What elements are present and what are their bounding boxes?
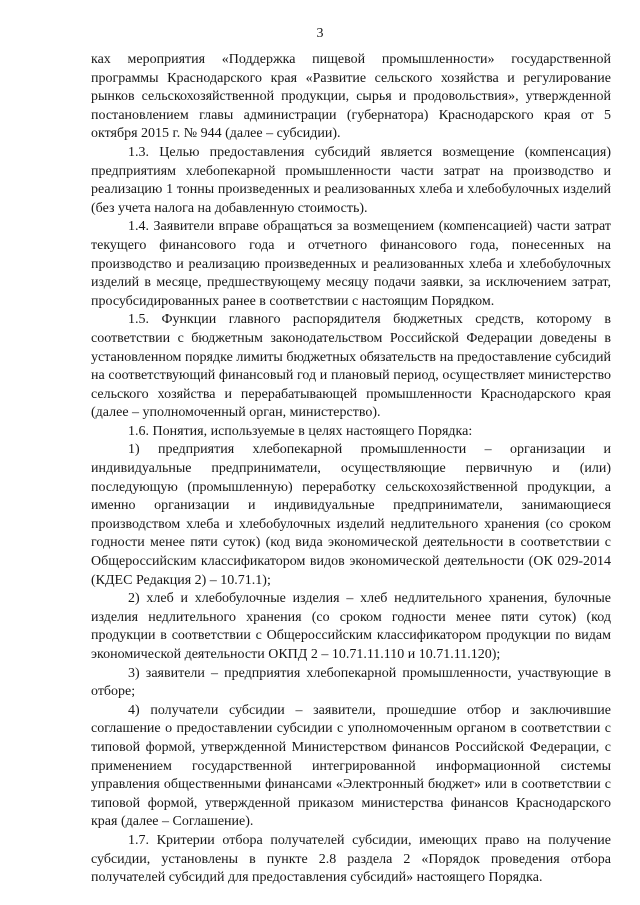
definition-item-4: 4) получатели субсидии – заявители, прошедшие отбор и заключившие соглашение о предоставлении субсидии с уполномоченным органом в соответствии с типовой формой, утвержденной Министерством финансов Российской Федерации, с применением государственной интегрированной информационной системы управления общественными финансами «Электронный бюджет» или в соответствии с типовой формой, утвержденной приказом министерства финансов Краснодарского края (далее – Соглашение).: [91, 702, 611, 830]
paragraph-1-6: 1.6. Понятия, используемые в целях настоящего Порядка:: [128, 423, 473, 439]
paragraph-1-4: 1.4. Заявители вправе обращаться за возмещением (компенсацией) части затрат текущего финансового года и отчетного финансового года, понесенных на производство и реализацию произведенных и реализованных хлеба и хлебобулочных изделий в месяце, предшествующему месяцу подачи заявки, за исключением затрат, просубсидированных ранее в соответствии с настоящим Порядком.: [91, 219, 611, 309]
paragraph-1-7: 1.7. Критерии отбора получателей субсидии, имеющих право на получение субсидии, установлены в пункте 2.8 раздела 2 «Порядок проведения отбора получателей субсидий для предоставления субсидий» настоящего Порядка.: [91, 832, 611, 886]
paragraph-1-5: 1.5. Функции главного распорядителя бюджетных средств, которому в соответствии с бюджетным законодательством Российской Федерации доведены в установленном порядке лимиты бюджетных обязательств на предоставление субсидий на соответствующий финансовый год и плановый период, осуществляет министерство сельского хозяйства и перерабатывающей промышленности Краснодарского края (далее – уполномоченный орган, министерство).: [91, 312, 611, 421]
paragraph-1-3: 1.3. Целью предоставления субсидий является возмещение (компенсация) предприятиям хлебопекарной промышленности части затрат на производство и реализацию 1 тонны произведенных и реализованных хлеба и хлебобулочных изделий (без учета налога на добавленную стоимость).: [91, 144, 611, 216]
definition-item-3: 3) заявители – предприятия хлебопекарной промышленности, участвующие в отборе;: [91, 665, 611, 700]
definition-item-2: 2) хлеб и хлебобулочные изделия – хлеб недлительного хранения, булочные изделия недлительного хранения (со сроком годности менее пяти суток) (код продукции в соответствии с Общероссийским классификатором продукции по видам экономической деятельности ОКПД 2 – 10.71.11.110 и 10.71.11.120);: [91, 591, 611, 662]
paragraph-subsidy-definition: ках мероприятия «Поддержка пищевой промышленности» государственной программы Краснодарского края «Развитие сельского хозяйства и регулирование рынков сельскохозяйственной продукции, сырья и продовольствия», утвержденной постановлением главы администрации (губернатора) Краснодарского края от 5 октября 2015 г. № 944 (далее – субсидии).: [91, 52, 611, 142]
document-body: [91, 51, 611, 888]
definition-item-1: 1) предприятия хлебопекарной промышленности – организации и индивидуальные предприниматели, осуществляющие первичную и (или) последующую (промышленную) переработку сельскохозяйственной продукции, а именно организации и индивидуальные предприниматели, занимающиеся производством хлеба и хлебобулочных изделий недлительного хранения (со сроком годности менее пяти суток) (код вида экономической деятельности в соответствии с Общероссийским классификатором видов экономической деятельности (ОК 029-2014 (КДЕС Редакция 2) – 10.71.1);: [91, 442, 611, 588]
page-number: 3: [316, 26, 324, 41]
